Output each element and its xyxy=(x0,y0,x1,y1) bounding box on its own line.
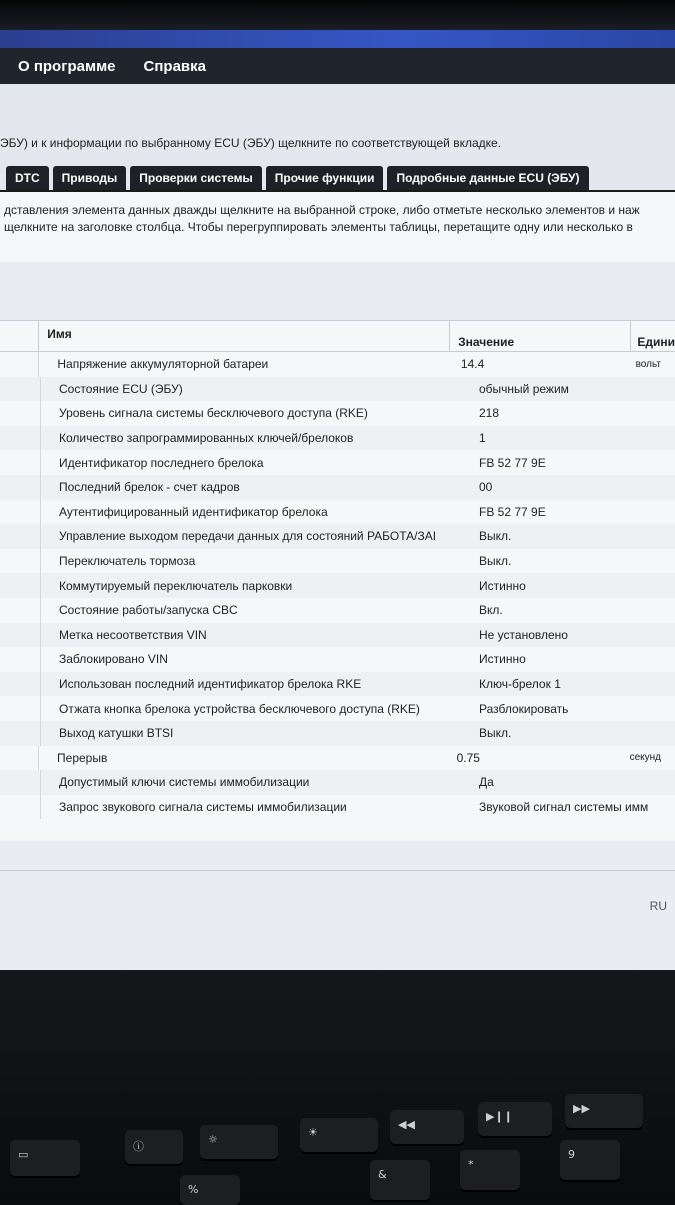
key-f4 xyxy=(125,1130,183,1164)
row-gutter xyxy=(0,500,41,525)
row-gutter xyxy=(0,475,41,500)
row-gutter xyxy=(0,598,41,623)
key-f7 xyxy=(390,1110,464,1144)
table-row[interactable] xyxy=(0,623,675,648)
cell-value: 00 xyxy=(479,480,493,495)
key-f9 xyxy=(565,1094,643,1128)
table-row[interactable] xyxy=(0,401,675,426)
fast-forward-icon: ▶▶ xyxy=(573,1102,590,1115)
row-gutter xyxy=(0,524,41,549)
cell-name: Управление выходом передачи данных для состояний РАБОТА/ЗАI xyxy=(59,529,437,544)
row-gutter xyxy=(0,352,39,377)
tab-bar xyxy=(0,164,675,192)
table-row[interactable] xyxy=(0,795,675,820)
menu-about[interactable]: О программе xyxy=(18,57,116,75)
cell-name: Переключатель тормоза xyxy=(59,554,196,569)
row-gutter xyxy=(0,426,41,451)
table-row[interactable] xyxy=(0,549,675,574)
laptop-keyboard xyxy=(0,970,675,1200)
data-table xyxy=(0,320,675,841)
cell-name: Состояние работы/запуска CBC xyxy=(59,603,238,618)
cell-value: Выкл. xyxy=(479,554,512,569)
row-gutter xyxy=(0,623,41,648)
tab-ecu-data[interactable]: Подробные данные ECU (ЭБУ) xyxy=(387,166,588,190)
cell-name: Коммутируемый переключатель парковки xyxy=(59,578,293,593)
display-mode-icon: ▭ xyxy=(18,1148,29,1161)
cell-value: 0.75 xyxy=(456,750,480,765)
cell-value: Вкл. xyxy=(479,603,503,618)
cell-unit: секунд xyxy=(629,752,661,764)
menu-help[interactable]: Справка xyxy=(143,57,206,75)
tab-system-checks[interactable]: Проверки системы xyxy=(130,166,261,190)
cell-value: Выкл. xyxy=(479,726,512,741)
table-row[interactable] xyxy=(0,426,675,451)
language-indicator[interactable]: RU xyxy=(649,899,667,913)
laptop-bezel-top xyxy=(0,0,675,30)
cell-value: 1 xyxy=(479,431,486,446)
cell-name: Аутентифицированный идентификатор брелока xyxy=(59,504,328,519)
key-nine xyxy=(560,1140,620,1180)
cell-value: Ключ-брелок 1 xyxy=(479,677,561,692)
cell-value: 14.4 xyxy=(460,357,485,372)
row-gutter xyxy=(0,647,41,672)
key-ampersand xyxy=(370,1160,430,1200)
cell-value: FB 52 77 9E xyxy=(479,455,546,470)
cell-value: Выкл. xyxy=(479,529,512,544)
cell-value: Разблокировать xyxy=(479,701,569,716)
table-row[interactable] xyxy=(0,573,675,598)
table-row[interactable] xyxy=(0,475,675,500)
cell-value: Не установлено xyxy=(479,627,568,642)
cell-name: Заблокировано VIN xyxy=(59,652,168,667)
row-gutter xyxy=(0,672,41,697)
row-gutter xyxy=(0,795,41,820)
tab-other-functions[interactable]: Прочие функции xyxy=(266,166,384,190)
table-body xyxy=(0,352,675,819)
key-f6 xyxy=(300,1118,378,1152)
key-asterisk xyxy=(460,1150,520,1190)
cell-name: Последний брелок - счет кадров xyxy=(59,480,240,495)
row-gutter xyxy=(0,696,41,721)
cell-name: Допустимый ключи системы иммобилизации xyxy=(59,775,310,790)
row-gutter xyxy=(0,721,41,746)
window-title-bar xyxy=(0,30,675,48)
instructions xyxy=(0,192,675,262)
table-row[interactable] xyxy=(0,500,675,525)
table-row[interactable] xyxy=(0,746,675,771)
table-row[interactable] xyxy=(0,450,675,475)
brightness-down-icon: ☼ xyxy=(208,1133,218,1146)
header-gutter xyxy=(0,321,39,351)
instructions-line-1: дставления элемента данных дважды щелкните на выбранной строке, либо отметьте несколько элементов и наж xyxy=(4,203,640,217)
key-percent xyxy=(180,1175,240,1205)
cell-value: Да xyxy=(479,775,494,790)
status-bar xyxy=(0,870,675,931)
cell-name: Напряжение аккумуляторной батареи xyxy=(57,357,269,372)
table-row[interactable] xyxy=(0,672,675,697)
cell-name: Метка несоответствия VIN xyxy=(59,627,207,642)
row-gutter xyxy=(0,401,41,426)
menu-bar xyxy=(0,48,675,84)
table-row[interactable] xyxy=(0,770,675,795)
table-row[interactable] xyxy=(0,598,675,623)
table-row[interactable] xyxy=(0,647,675,672)
row-gutter xyxy=(0,770,41,795)
cell-name: Количество запрограммированных ключей/брелоков xyxy=(59,431,354,446)
table-row[interactable] xyxy=(0,352,675,377)
cell-value: Истинно xyxy=(479,652,526,667)
table-row[interactable] xyxy=(0,524,675,549)
key-asterisk-label: * xyxy=(468,1158,474,1171)
key-f8 xyxy=(478,1102,552,1136)
cell-name: Уровень сигнала системы бесключевого доступа (RKE) xyxy=(59,406,368,421)
cell-name: Использован последний идентификатор брелока RKE xyxy=(59,677,362,692)
tab-dtc[interactable]: DTC xyxy=(6,166,49,190)
cell-name: Перерыв xyxy=(57,750,108,765)
table-header xyxy=(0,321,675,352)
cell-name: Запрос звукового сигнала системы иммобилизации xyxy=(59,799,347,814)
column-header-value[interactable]: Значение xyxy=(450,321,631,351)
key-ampersand-label: & xyxy=(378,1168,387,1181)
table-row[interactable] xyxy=(0,721,675,746)
brightness-up-icon: ☀ xyxy=(308,1126,318,1139)
row-gutter xyxy=(0,746,39,771)
key-nine-label: 9 xyxy=(568,1148,575,1161)
column-header-name[interactable]: Имя xyxy=(39,321,450,351)
app-window xyxy=(0,30,675,970)
cell-name: Выход катушки BTSI xyxy=(59,726,174,741)
cell-value: Истинно xyxy=(479,578,526,593)
cell-name: Идентификатор последнего брелока xyxy=(59,455,264,470)
instructions-line-2: щелкните на заголовке столбца. Чтобы перегруппировать элементы таблицы, перетащите одну или несколько в xyxy=(4,220,633,234)
tab-actuators[interactable]: Приводы xyxy=(53,166,127,190)
info-icon: ⓘ xyxy=(133,1140,144,1153)
row-gutter xyxy=(0,377,41,402)
info-area xyxy=(0,84,675,164)
cell-value: 218 xyxy=(479,406,500,421)
key-f1 xyxy=(10,1140,80,1176)
key-percent-label: % xyxy=(188,1183,199,1196)
cell-value: FB 52 77 9E xyxy=(479,504,546,519)
row-gutter xyxy=(0,450,41,475)
column-header-unit[interactable]: Едини xyxy=(637,335,675,349)
cell-value: Звуковой сигнал системы имм xyxy=(479,799,649,814)
cell-name: Состояние ECU (ЭБУ) xyxy=(59,381,183,396)
row-gutter xyxy=(0,573,41,598)
cell-unit: вольт xyxy=(635,358,661,370)
key-f5 xyxy=(200,1125,278,1159)
row-gutter xyxy=(0,549,41,574)
cell-name: Отжата кнопка брелока устройства бесключевого доступа (RKE) xyxy=(59,701,420,716)
cell-value: обычный режим xyxy=(479,381,569,396)
table-row[interactable] xyxy=(0,696,675,721)
play-pause-icon: ▶❙❙ xyxy=(486,1110,513,1123)
info-text: ЭБУ) и к информации по выбранному ECU (ЭБУ) щелкните по соответствующей вкладке. xyxy=(0,136,502,150)
table-row[interactable] xyxy=(0,377,675,402)
rewind-icon: ◀◀ xyxy=(398,1118,415,1131)
